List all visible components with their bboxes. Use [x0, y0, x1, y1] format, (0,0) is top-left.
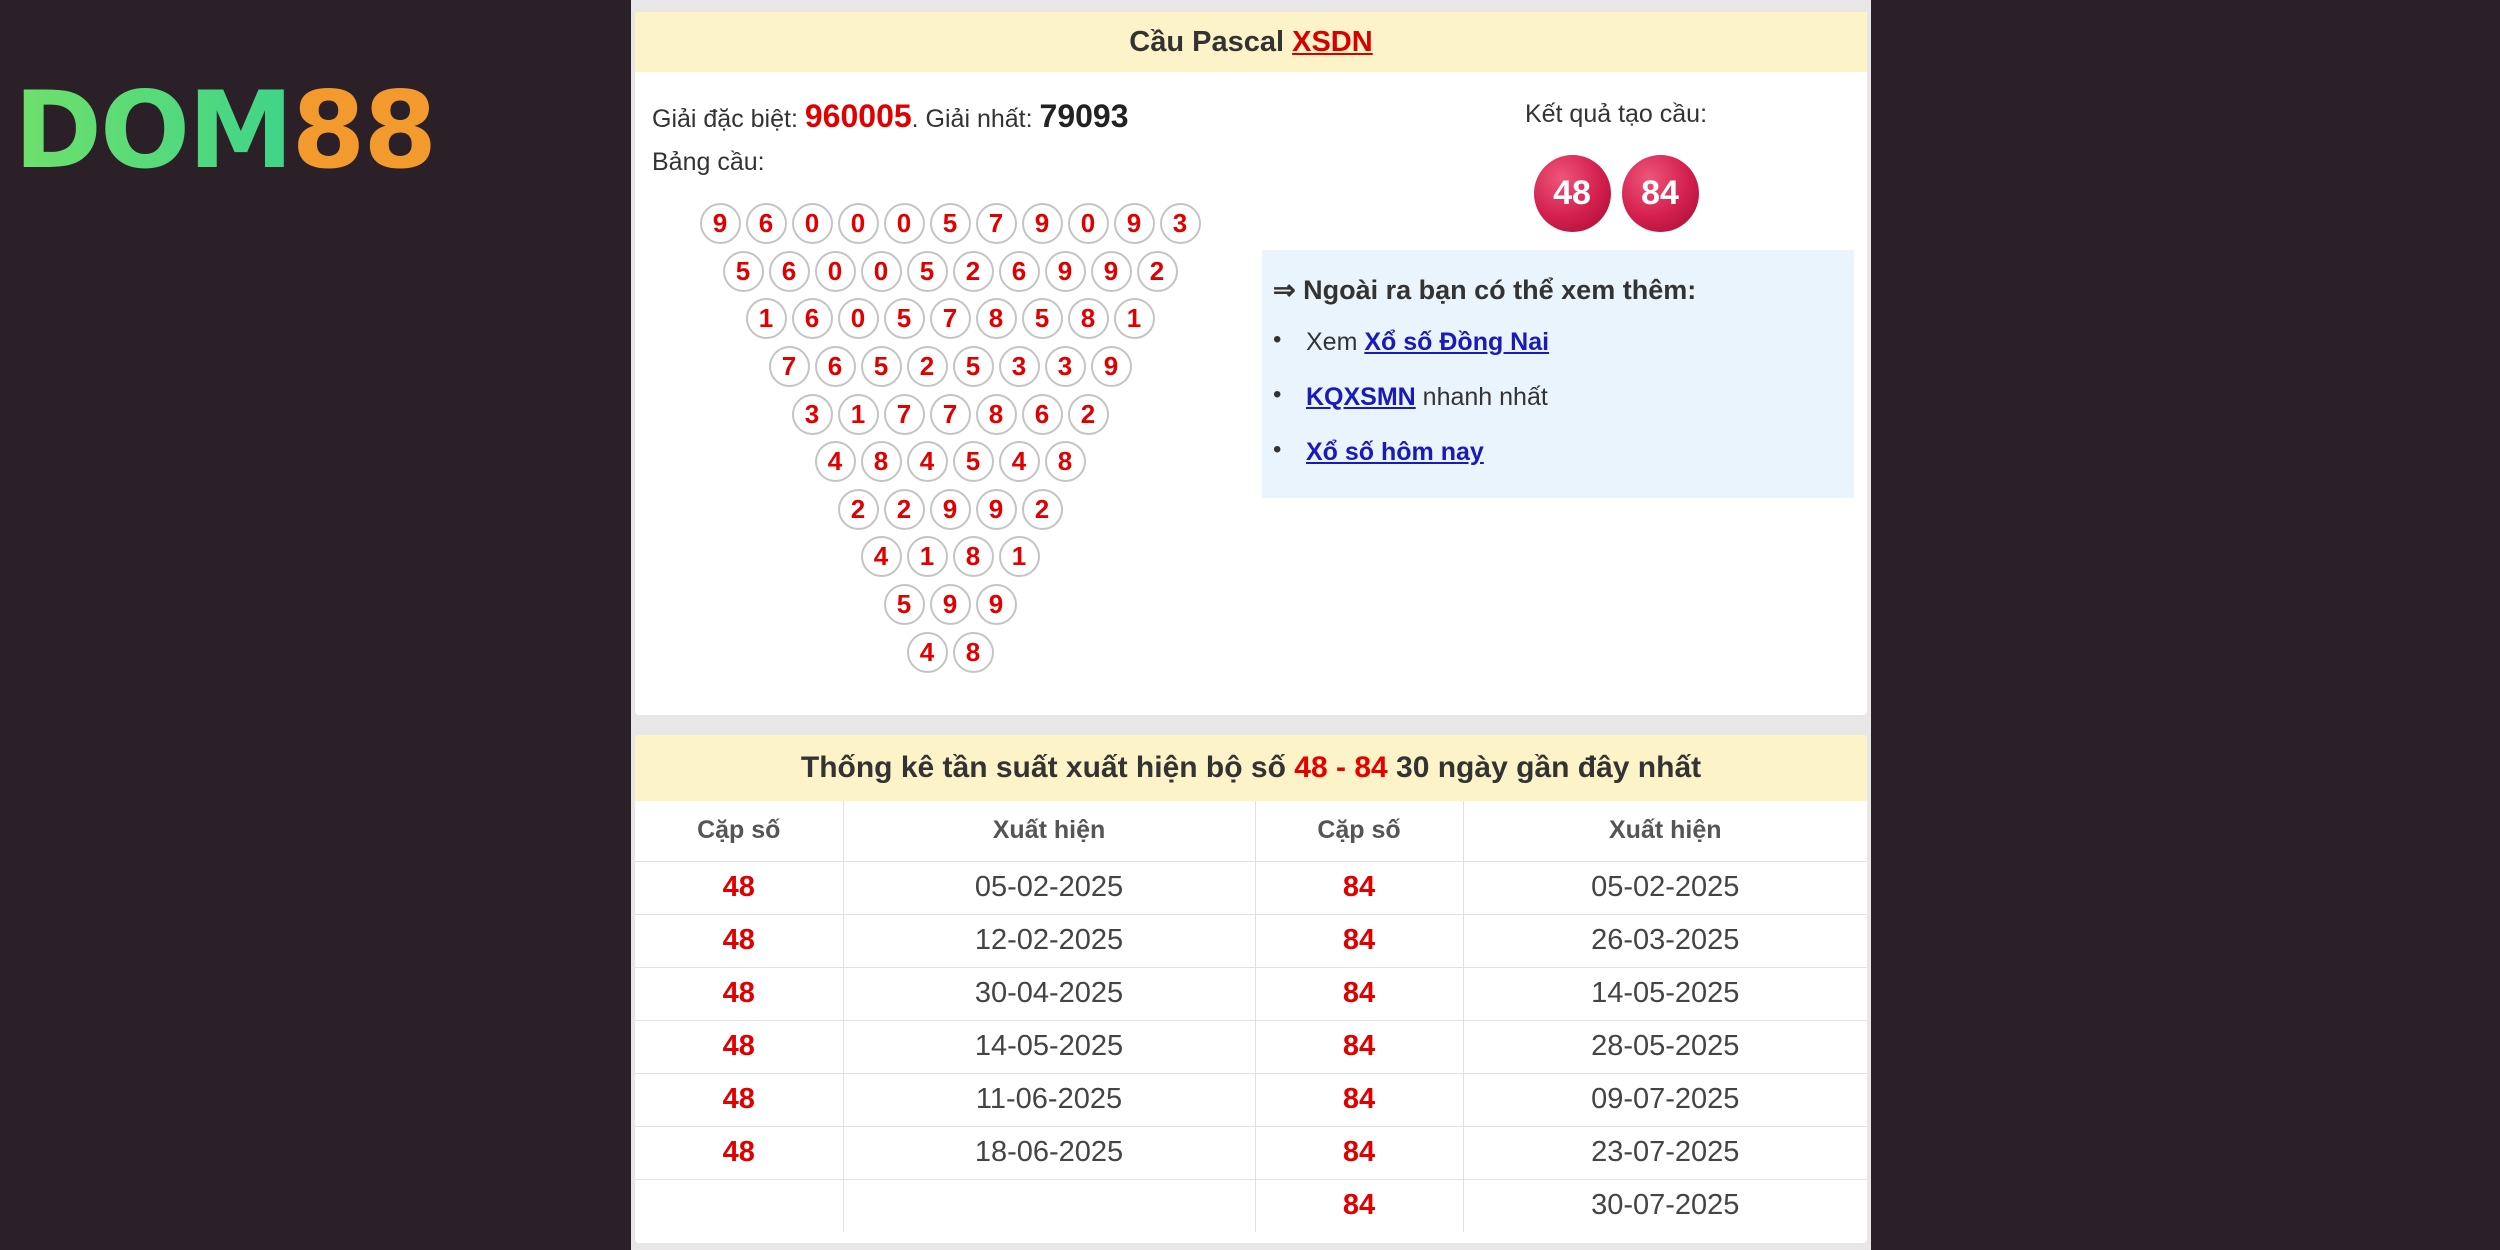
pair-number-cell: 84	[1255, 861, 1463, 914]
triangle-digit: 2	[1022, 489, 1063, 530]
pair-number-cell: 84	[1255, 967, 1463, 1020]
pair-a: 48	[1294, 751, 1328, 784]
triangle-row	[635, 248, 1265, 296]
triangle-row	[635, 438, 1265, 486]
triangle-digit: 4	[861, 536, 902, 577]
frequency-table-body	[635, 861, 1867, 1232]
result-ball: 84	[1622, 155, 1699, 232]
brand-logo	[14, 69, 436, 192]
table-row	[635, 1020, 1867, 1073]
table-header-row	[635, 801, 1867, 861]
date-cell: 14-05-2025	[843, 1020, 1255, 1073]
date-cell: 26-03-2025	[1463, 914, 1867, 967]
frequency-title-suffix: 30 ngày gần đây nhất	[1396, 751, 1702, 784]
triangle-digit: 6	[792, 298, 833, 339]
table-row	[635, 1126, 1867, 1179]
date-cell: 12-02-2025	[843, 914, 1255, 967]
triangle-digit: 6	[1022, 394, 1063, 435]
kqxsmn-link[interactable]: KQXSMN	[1306, 383, 1416, 411]
triangle-row	[635, 533, 1265, 581]
triangle-digit: 9	[1045, 251, 1086, 292]
pair-number-cell: 84	[1255, 1179, 1463, 1232]
triangle-digit: 0	[884, 203, 925, 244]
triangle-digit: 1	[999, 536, 1040, 577]
triangle-digit: 5	[930, 203, 971, 244]
triangle-digit: 6	[815, 346, 856, 387]
frequency-card-title	[635, 735, 1867, 801]
triangle-digit: 6	[999, 251, 1040, 292]
see-more-text: Xem	[1306, 328, 1365, 356]
see-more-list	[1273, 328, 1843, 493]
date-cell: 18-06-2025	[843, 1126, 1255, 1179]
triangle-digit: 1	[838, 394, 879, 435]
triangle-row	[635, 295, 1265, 343]
triangle-digit: 7	[976, 203, 1017, 244]
triangle-digit: 0	[861, 251, 902, 292]
pascal-card-title	[635, 12, 1867, 72]
triangle-digit: 7	[769, 346, 810, 387]
triangle-digit: 5	[953, 346, 994, 387]
triangle-row	[635, 628, 1265, 676]
pair-b: 84	[1354, 751, 1388, 784]
column-header: Cặp số	[635, 801, 843, 861]
prize-line	[652, 98, 1129, 135]
see-more-text: nhanh nhất	[1415, 383, 1548, 411]
triangle-digit: 2	[907, 346, 948, 387]
triangle-digit: 4	[999, 441, 1040, 482]
table-row	[635, 914, 1867, 967]
triangle-digit: 2	[884, 489, 925, 530]
pair-number-cell: 84	[1255, 1020, 1463, 1073]
triangle-digit: 1	[746, 298, 787, 339]
table-row	[635, 1073, 1867, 1126]
triangle-digit: 5	[884, 298, 925, 339]
see-more-item	[1273, 438, 1843, 493]
see-more-box	[1262, 250, 1854, 498]
triangle-digit: 3	[792, 394, 833, 435]
triangle-row	[635, 390, 1265, 438]
triangle-row	[635, 486, 1265, 534]
triangle-digit: 5	[861, 346, 902, 387]
triangle-digit: 4	[815, 441, 856, 482]
pair-number-cell: 48	[635, 1073, 843, 1126]
triangle-row	[635, 200, 1265, 248]
date-cell: 05-02-2025	[843, 861, 1255, 914]
content-panel	[631, 0, 1871, 1250]
triangle-digit: 2	[1137, 251, 1178, 292]
see-more-item	[1273, 383, 1843, 438]
column-header: Xuất hiện	[843, 801, 1255, 861]
triangle-digit: 9	[1091, 251, 1132, 292]
triangle-digit: 0	[838, 203, 879, 244]
date-cell: 28-05-2025	[1463, 1020, 1867, 1073]
see-more-title: ⇒ Ngoài ra bạn có thể xem thêm:	[1273, 275, 1697, 305]
triangle-digit: 8	[1068, 298, 1109, 339]
triangle-digit: 0	[792, 203, 833, 244]
date-cell: 14-05-2025	[1463, 967, 1867, 1020]
triangle-digit: 3	[999, 346, 1040, 387]
pair-number-cell: 84	[1255, 914, 1463, 967]
triangle-digit: 9	[1091, 346, 1132, 387]
triangle-digit: 4	[907, 632, 948, 673]
date-cell: 11-06-2025	[843, 1073, 1255, 1126]
triangle-digit: 3	[1160, 203, 1201, 244]
triangle-digit: 2	[838, 489, 879, 530]
bridge-table-label: Bảng cầu:	[652, 148, 765, 176]
triangle-digit: 3	[1045, 346, 1086, 387]
xo-so-dong-nai-link[interactable]: Xổ số Đồng Nai	[1364, 328, 1550, 356]
triangle-digit: 1	[1114, 298, 1155, 339]
frequency-title-prefix: Thống kê tần suất xuất hiện bộ số	[800, 751, 1286, 784]
triangle-row	[635, 343, 1265, 391]
column-header: Xuất hiện	[1608, 816, 1722, 845]
pair-separator: -	[1327, 751, 1355, 784]
triangle-digit: 8	[976, 394, 1017, 435]
triangle-digit: 6	[746, 203, 787, 244]
pair-number-cell: 84	[1255, 1126, 1463, 1179]
triangle-digit: 5	[723, 251, 764, 292]
xsdn-link[interactable]: XSDN	[1292, 26, 1373, 58]
special-prize-value: 960005	[804, 98, 912, 134]
triangle-digit: 7	[930, 298, 971, 339]
result-ball: 48	[1534, 155, 1611, 232]
see-more-item	[1273, 328, 1843, 383]
triangle-digit: 9	[700, 203, 741, 244]
table-row	[635, 1179, 1867, 1232]
triangle-digit: 9	[930, 584, 971, 625]
triangle-digit: 8	[1045, 441, 1086, 482]
pair-number-cell: 48	[635, 1126, 843, 1179]
triangle-digit: 7	[930, 394, 971, 435]
result-balls	[1466, 155, 1766, 232]
table-row	[635, 861, 1867, 914]
pascal-title-text: Cầu Pascal	[1129, 26, 1285, 58]
triangle-digit: 4	[907, 441, 948, 482]
triangle-digit: 9	[1114, 203, 1155, 244]
date-cell: 30-04-2025	[843, 967, 1255, 1020]
pair-number-cell: 48	[635, 1020, 843, 1073]
pascal-triangle	[635, 200, 1265, 676]
result-label: Kết quả tạo cầu:	[1524, 100, 1708, 128]
logo-text-88: 88	[291, 69, 436, 192]
pair-number-cell: 84	[1255, 1073, 1463, 1126]
date-cell	[843, 1179, 1255, 1232]
date-cell: 23-07-2025	[1463, 1126, 1867, 1179]
triangle-digit: 8	[976, 298, 1017, 339]
triangle-row	[635, 581, 1265, 629]
triangle-digit: 8	[953, 536, 994, 577]
column-header: Cặp số	[1255, 801, 1463, 861]
logo-text-dom: DOM	[14, 69, 292, 192]
triangle-digit: 0	[815, 251, 856, 292]
triangle-digit: 2	[1068, 394, 1109, 435]
triangle-digit: 8	[861, 441, 902, 482]
date-cell: 09-07-2025	[1463, 1073, 1867, 1126]
triangle-digit: 0	[1068, 203, 1109, 244]
pair-number-cell	[635, 1179, 843, 1232]
xo-so-hom-nay-link[interactable]: Xổ số hôm nay	[1306, 438, 1484, 466]
pair-number-cell: 48	[635, 861, 843, 914]
table-row	[635, 967, 1867, 1020]
triangle-digit: 2	[953, 251, 994, 292]
triangle-digit: 5	[1022, 298, 1063, 339]
triangle-digit: 6	[769, 251, 810, 292]
first-prize-label: . Giải nhất:	[911, 105, 1033, 133]
triangle-digit: 5	[907, 251, 948, 292]
triangle-digit: 0	[838, 298, 879, 339]
triangle-digit: 9	[976, 584, 1017, 625]
pair-number-cell: 48	[635, 914, 843, 967]
first-prize-value: 79093	[1039, 98, 1129, 134]
frequency-card	[635, 735, 1867, 1243]
date-cell: 05-02-2025	[1463, 861, 1867, 914]
triangle-digit: 5	[953, 441, 994, 482]
triangle-digit: 9	[930, 489, 971, 530]
triangle-digit: 5	[884, 584, 925, 625]
frequency-table	[635, 801, 1867, 1232]
triangle-digit: 9	[976, 489, 1017, 530]
pascal-card	[635, 12, 1867, 715]
date-cell: 30-07-2025	[1463, 1179, 1867, 1232]
triangle-digit: 7	[884, 394, 925, 435]
triangle-digit: 1	[907, 536, 948, 577]
triangle-digit: 8	[953, 632, 994, 673]
triangle-digit: 9	[1022, 203, 1063, 244]
special-prize-label: Giải đặc biệt:	[652, 105, 798, 133]
pair-number-cell: 48	[635, 967, 843, 1020]
